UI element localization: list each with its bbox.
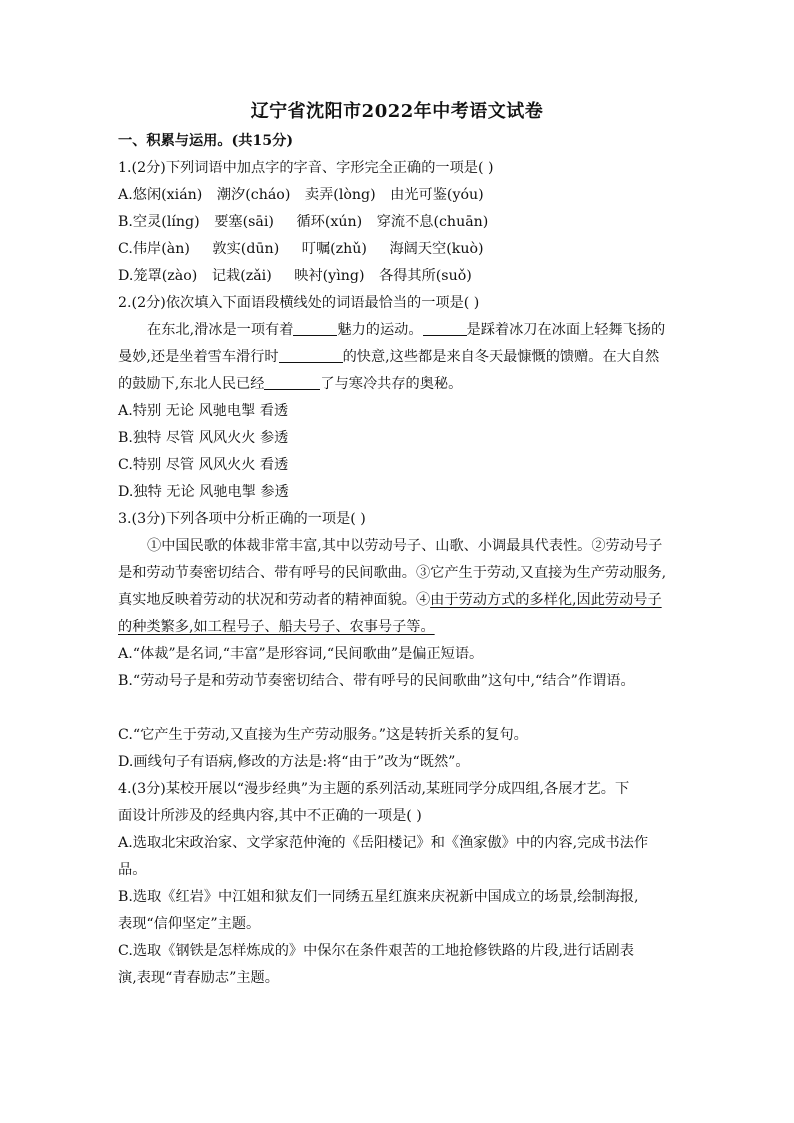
q1-c-4: 海阔天空(kuò): [389, 241, 484, 257]
q2-passage-line-2: [118, 344, 693, 371]
spacer: [118, 695, 693, 722]
page-title: 辽宁省沈阳市2022年中考语文试卷: [250, 101, 544, 122]
q1-b-3: 循环(xún): [296, 214, 363, 230]
q2-passage-line-3: [118, 371, 693, 398]
q4-stem-line-2: 面设计所涉及的经典内容,其中不正确的一项是( ): [118, 808, 422, 824]
q1-a-2: 潮汐(cháo): [216, 187, 291, 203]
q2-option-d: D.独特 无论 风驰电掣 参透: [118, 484, 289, 500]
exam-content: [118, 128, 693, 992]
q1-a-4: 由光可鉴(yóu): [390, 187, 484, 203]
q3-option-b: B.“劳动号子是和劳动节奏密切结合、带有呼号的民间歌曲”这句中,“结合”作谓语。: [118, 673, 635, 689]
q3-option-c: C.“它产生于劳动,又直接为生产劳动服务。”这是转折关系的复句。: [118, 727, 528, 743]
q1-b-4: 穿流不息(chuān): [376, 214, 489, 230]
q2-text: 魅力的运动。: [337, 322, 423, 338]
q4-option-a-line-1: A.选取北宋政治家、文学家范仲淹的《岳阳楼记》和《渔家傲》中的内容,完成书法作: [118, 835, 649, 851]
q1-d-4: 各得其所(suǒ): [379, 268, 472, 284]
q1-d-1: D.笼罩(zào): [118, 268, 198, 284]
q2-option-a: A.特别 无论 风驰电掣 看透: [118, 403, 289, 419]
q1-c-3: 叮嘱(zhǔ): [301, 241, 367, 257]
q4-option-b-line-1: B.选取《红岩》中江姐和狱友们一同绣五星红旗来庆祝新中国成立的场景,绘制海报,: [118, 889, 639, 905]
q4-option-c-line-1: C.选取《钢铁是怎样炼成的》中保尔在条件艰苦的工地抢修铁路的片段,进行话剧表: [118, 943, 634, 959]
q4-option-c-line-2: 演,表现“青春励志”主题。: [118, 970, 279, 986]
q2-text: 了与寒冷共存的奥秘。: [320, 376, 463, 392]
section-heading: 一、积累与运用。(共15分): [118, 133, 294, 149]
fill-blank-3: [279, 347, 343, 363]
q1-d-2: 记栽(zǎi): [211, 268, 272, 284]
underlined-sentence: 由于劳动方式的多样化,因此劳动号子: [430, 592, 662, 608]
q1-a-3: 卖弄(lòng): [304, 187, 376, 203]
q1-c-1: C.伟岸(àn): [118, 241, 190, 257]
q2-stem: 2.(2分)依次填入下面语段横线处的词语最恰当的一项是( ): [118, 295, 480, 311]
q1-option-b: [118, 209, 693, 236]
q2-text: 的快意,这些都是来自冬天最慷慨的馈赠。在大自然: [342, 349, 660, 365]
q1-stem: 1.(2分)下列词语中加点字的字音、字形完全正确的一项是( ): [118, 160, 494, 176]
q2-text: 的鼓励下,东北人民已经: [118, 376, 265, 392]
fill-blank-2: [423, 320, 467, 336]
q3-passage-line-2: 是和劳动节奏密切结合、带有呼号的民间歌曲。③它产生于劳动,又直接为生产劳动服务,: [118, 565, 667, 581]
q1-option-c: [118, 236, 693, 263]
q4-stem-line-1: 4.(3分)某校开展以“漫步经典”为主题的系列活动,某班同学分成四组,各展才艺。下: [118, 781, 630, 797]
q2-passage-line-1: [118, 317, 693, 344]
q3-text: 真实地反映着劳动的状况和劳动者的精神面貌。④: [118, 592, 431, 608]
q4-option-a-line-2: 品。: [118, 862, 147, 878]
q1-b-2: 要塞(sāi): [214, 214, 274, 230]
q1-a-1: A.悠闲(xián): [118, 187, 203, 203]
q1-c-2: 敦实(dūn): [212, 241, 280, 257]
q2-text: 曼妙,还是坐着雪车滑行时: [118, 349, 279, 365]
q3-option-d: D.画线句子有语病,修改的方法是:将“由于”改为“既然”。: [118, 754, 470, 770]
underlined-sentence-continued: 的种类繁多,如工程号子、船夫号子、农事号子等。: [118, 619, 435, 635]
q2-option-b: B.独特 尽管 风风火火 参透: [118, 430, 289, 446]
q1-b-1: B.空灵(líng): [118, 214, 200, 230]
q2-option-c: C.特别 尽管 风风火火 看透: [118, 457, 289, 473]
q3-passage-line-1: ①中国民歌的体裁非常丰富,其中以劳动号子、山歌、小调最具代表性。②劳动号子: [147, 538, 663, 554]
fill-blank-4: [264, 374, 320, 390]
q2-text: 在东北,滑冰是一项有着: [147, 322, 294, 338]
q4-option-b-line-2: 表现“信仰坚定”主题。: [118, 916, 261, 932]
q2-text: 是踩着冰刀在冰面上轻舞飞扬的: [466, 322, 666, 338]
fill-blank-1: [293, 320, 337, 336]
q3-passage-line-3: [118, 587, 693, 614]
q3-stem: 3.(3分)下列各项中分析正确的一项是( ): [118, 511, 366, 527]
q1-d-3: 映衬(yìng): [294, 268, 365, 284]
q1-option-a: [118, 182, 693, 209]
q1-option-d: [118, 263, 693, 290]
q3-option-a: A.“体裁”是名词,“丰富”是形容词,“民间歌曲”是偏正短语。: [118, 646, 484, 662]
